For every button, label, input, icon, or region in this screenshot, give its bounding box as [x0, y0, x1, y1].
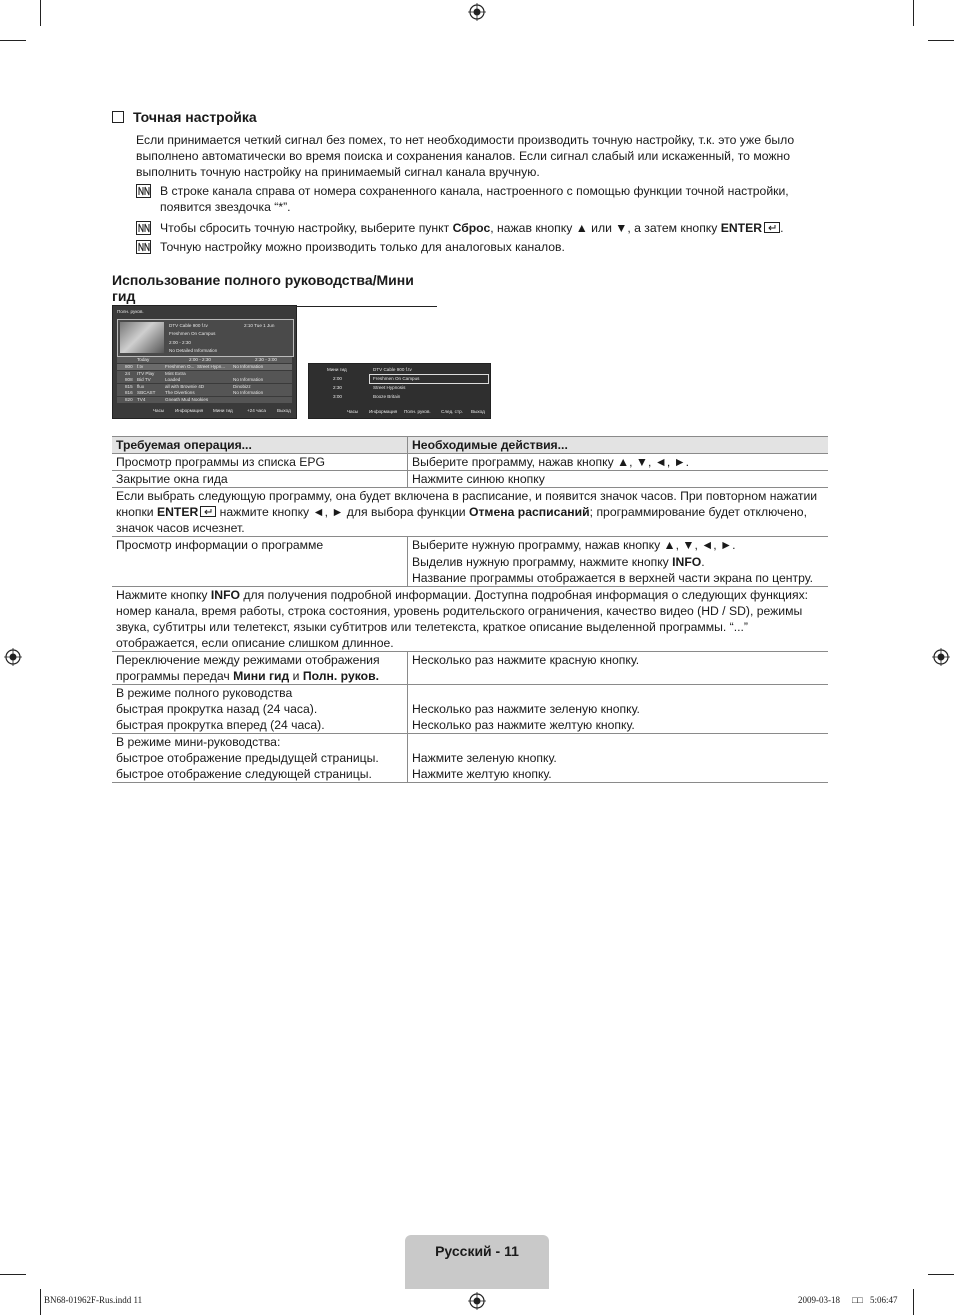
cell-line: быстрая прокрутка назад (24 часа).	[116, 702, 318, 716]
page-label: Русский - 11	[435, 1243, 519, 1259]
info-key-label: INFO	[210, 588, 241, 602]
cell-text: ; программирование будет отключено, значок часов исчезнет.	[116, 505, 807, 535]
row-name: TV4	[137, 396, 146, 402]
legend-item: Выход	[471, 409, 485, 414]
row-prog: Dinobizz	[233, 383, 251, 389]
guide-row[interactable]	[117, 364, 292, 370]
row-prog: Street Hypn...	[197, 364, 226, 369]
mini-guide-screenshot	[308, 363, 491, 419]
row-name: ITV Play	[137, 370, 155, 376]
guide-rows	[117, 364, 292, 403]
cell-line: Несколько раз нажмите зеленую кнопку.	[412, 702, 640, 716]
table-cell: Просмотр информации о программе	[112, 537, 408, 587]
table-row	[112, 587, 828, 652]
row-prog: No Information	[233, 390, 264, 395]
legend-item: Часы	[153, 408, 165, 413]
table-cell	[112, 734, 408, 783]
table-cell	[408, 734, 829, 783]
row-ch: 24	[125, 370, 131, 376]
note-text: Чтобы сбросить точную настройку, выберите пункт	[160, 221, 453, 235]
grid-slot: 2:00 - 2:30	[189, 357, 211, 362]
preview-panel	[117, 319, 294, 357]
cell-text: Если выбрать следующую программу, она будет включена в расписание, и появится значок часов. При повторном нажатии кнопки	[116, 489, 818, 519]
cell-text: Нажмите кнопку	[116, 588, 211, 602]
row-ch: 808	[125, 377, 133, 382]
table-cell	[408, 685, 829, 734]
legend-item: Полн. руков.	[404, 409, 431, 414]
guide-grid-header	[117, 357, 292, 363]
row-prog: No Information	[233, 377, 264, 382]
note-text: появится звездочка “*”.	[160, 200, 291, 214]
note-icon	[136, 240, 151, 254]
row-prog: Gneath Mud Nookies	[165, 396, 209, 402]
cell-line: В режиме мини-руководства:	[116, 735, 281, 749]
registration-mark-icon	[468, 3, 486, 21]
note-icon	[136, 184, 151, 198]
table-cell: Выберите программу, нажав кнопку ▲, ▼, ◄, ►.	[408, 454, 829, 471]
row-name: Bid TV	[137, 377, 151, 382]
row-prog: Mint Extra	[165, 370, 186, 376]
mini-title: Мини гид	[327, 367, 347, 372]
footer-glyphs: □□	[852, 1295, 863, 1305]
note-bold: Сброс	[452, 221, 491, 235]
cell-line	[412, 734, 824, 750]
table-row	[112, 734, 828, 783]
table-header-row	[112, 437, 828, 454]
table-row	[112, 454, 828, 471]
table-row	[112, 471, 828, 488]
row-ch: 816	[125, 390, 133, 395]
legend-item: Мини гид	[213, 408, 233, 413]
guide-row[interactable]	[117, 377, 292, 383]
cell-text: нажмите кнопку ◄, ► для выбора функции	[216, 505, 469, 519]
operations-table	[112, 436, 828, 783]
crop-mark	[0, 1274, 26, 1275]
crop-mark	[928, 40, 954, 41]
table-row	[112, 685, 828, 734]
crop-mark	[928, 1274, 954, 1275]
note-text: , нажав кнопку ▲ или ▼, а затем кнопку	[490, 221, 721, 235]
mini-time: 2:30	[333, 385, 342, 390]
mini-program: Freshmen On Campus	[373, 376, 420, 381]
video-thumbnail	[120, 322, 164, 353]
table-cell	[112, 685, 408, 734]
mini-program: Booze Britain	[373, 394, 401, 399]
cell-line: быстрое отображение предыдущей страницы.	[116, 751, 379, 765]
guide-header: Полн. руков.	[117, 309, 144, 314]
note-text: .	[780, 221, 784, 235]
table-row	[112, 488, 828, 537]
cell-bold: Полн. руков.	[302, 669, 379, 683]
table-cell: Закрытие окна гида	[112, 471, 408, 488]
row-prog: Freshmen O...	[165, 364, 195, 369]
table-cell	[112, 652, 408, 685]
table-cell: Нажмите синюю кнопку	[408, 471, 829, 488]
guide-row[interactable]	[117, 397, 292, 403]
table-cell-full	[112, 587, 828, 652]
page-number-tab	[405, 1235, 549, 1289]
cell-text: Переключение между режимами отображения программы передач	[116, 653, 380, 683]
mini-channel: DTV Cable 900 f.tv	[373, 367, 412, 372]
cell-line: быстрое отображение следующей страницы.	[116, 767, 372, 781]
enter-key-label: ENTER	[156, 505, 199, 519]
mini-program: Street Hypnosis	[373, 385, 406, 390]
row-ch: 800	[125, 364, 133, 369]
grid-slot: 2:30 - 3:00	[255, 357, 277, 362]
preview-channel: DTV Cable 900 f.tv	[169, 323, 208, 328]
table-cell-full	[112, 488, 828, 537]
cell-line: Выберите нужную программу, нажав кнопку ▲, ▼, ◄, ►.	[412, 538, 736, 552]
cell-line: Нажмите желтую кнопку.	[412, 767, 552, 781]
guide-row[interactable]	[117, 384, 292, 390]
crop-mark	[913, 0, 914, 26]
note-icon	[136, 221, 151, 235]
row-name: f.tv	[137, 364, 144, 369]
grid-day: Today	[137, 357, 150, 362]
row-ch: 820	[125, 396, 133, 402]
note-text: В строке канала справа от номера сохраненного канала, настроенного с помощью функции точной настройки,	[160, 184, 789, 198]
legend-item: Информация	[175, 408, 204, 413]
enter-key-icon	[200, 506, 216, 517]
crop-mark	[913, 1289, 914, 1315]
cell-line: Нажмите зеленую кнопку.	[412, 751, 557, 765]
mini-time: 2:00	[333, 376, 342, 381]
guide-row[interactable]	[117, 390, 292, 396]
cell-line	[412, 685, 824, 701]
enter-key-label: ENTER	[720, 221, 763, 235]
section-body: Если принимается четкий сигнал без помех, то нет необходимости производить точную настройку, т.к. это уже было выполнено автоматически во время поиска и сохранения каналов. Если сигнал слабый или искаженный, то можно выполнить точную настройку на принимаемый сигнал канала вручную.	[136, 133, 795, 179]
enter-key-icon	[764, 222, 780, 233]
registration-mark-icon	[468, 1292, 486, 1310]
legend-item: Выход	[277, 408, 291, 413]
cell-line: В режиме полного руководства	[116, 686, 293, 700]
row-prog: No Information	[233, 364, 264, 369]
table-row	[112, 652, 828, 685]
cell-bold: Отмена расписаний	[468, 505, 590, 519]
preview-program: Freshmen On Campus	[169, 331, 216, 336]
row-name: SBCAST	[137, 390, 156, 395]
registration-mark-icon	[932, 648, 950, 666]
registration-mark-icon	[4, 648, 22, 666]
cell-line: быстрая прокрутка вперед (24 часа).	[116, 718, 325, 732]
cell-line: Выделив нужную программу, нажмите кнопку INFO.	[412, 555, 705, 569]
section-heading-fine-tune	[112, 109, 257, 127]
table-cell	[408, 537, 829, 587]
preview-time: 2:10 Tue 1 Jun	[244, 323, 275, 328]
section-heading-guide: Использование полного руководства/Мини гид	[112, 272, 437, 307]
row-prog: Loaded	[165, 377, 181, 382]
crop-mark	[40, 1289, 41, 1315]
column-header: Необходимые действия...	[408, 437, 829, 454]
crop-mark	[0, 40, 26, 41]
column-header: Требуемая операция...	[112, 437, 408, 454]
preview-slot: 2:00 - 2:30	[169, 340, 191, 345]
row-prog: all with Brownie 4D	[165, 383, 205, 389]
legend-item: Часы	[347, 409, 359, 414]
guide-legend	[113, 407, 296, 415]
cell-text: для получения подробной информации. Доступна подробная информация о следующих функциях: номер канала, время работы, строка состояния, уровень родительского ограничения, качество видео (HD / SD), режимы звука, субтитры или телетекст, языки субтитров или телетекста, краткое описание выделенной программы. “...” отображается, если описание слишком длинное.	[116, 588, 809, 650]
checkbox-bullet-icon	[112, 111, 124, 123]
table-row	[112, 537, 828, 587]
row-prog: The Divertions	[165, 390, 195, 395]
footer-date: 2009-03-18	[798, 1295, 840, 1305]
legend-item: След. стр.	[441, 409, 463, 414]
guide-row[interactable]	[117, 371, 292, 377]
table-cell: Просмотр программы из списка EPG	[112, 454, 408, 471]
table-cell: Несколько раз нажмите красную кнопку.	[408, 652, 829, 685]
section-title: Точная настройка	[133, 109, 257, 125]
legend-item: Информация	[369, 409, 398, 414]
row-ch: 815	[125, 383, 133, 389]
legend-item: +24 часа	[247, 408, 266, 413]
cell-bold: Мини гид	[233, 669, 290, 683]
footer-time: 5:06:47	[870, 1295, 898, 1305]
cell-text: и	[289, 669, 303, 683]
cell-line: Название программы отображается в верхней части экрана по центру.	[412, 571, 814, 585]
full-guide-screenshot	[112, 305, 297, 419]
info-key-label: INFO	[672, 555, 702, 569]
cell-text: Выделив нужную программу, нажмите кнопку	[412, 555, 673, 569]
footer-file: BN68-01962F-Rus.indd 11	[44, 1295, 143, 1305]
preview-info: No Detailed Information	[169, 348, 218, 353]
mini-time: 3:00	[333, 394, 342, 399]
cell-line: Несколько раз нажмите желтую кнопку.	[412, 718, 635, 732]
note-text: Точную настройку можно производить только для аналоговых каналов.	[160, 240, 565, 254]
crop-mark	[40, 0, 41, 26]
row-name: flux	[137, 383, 145, 389]
